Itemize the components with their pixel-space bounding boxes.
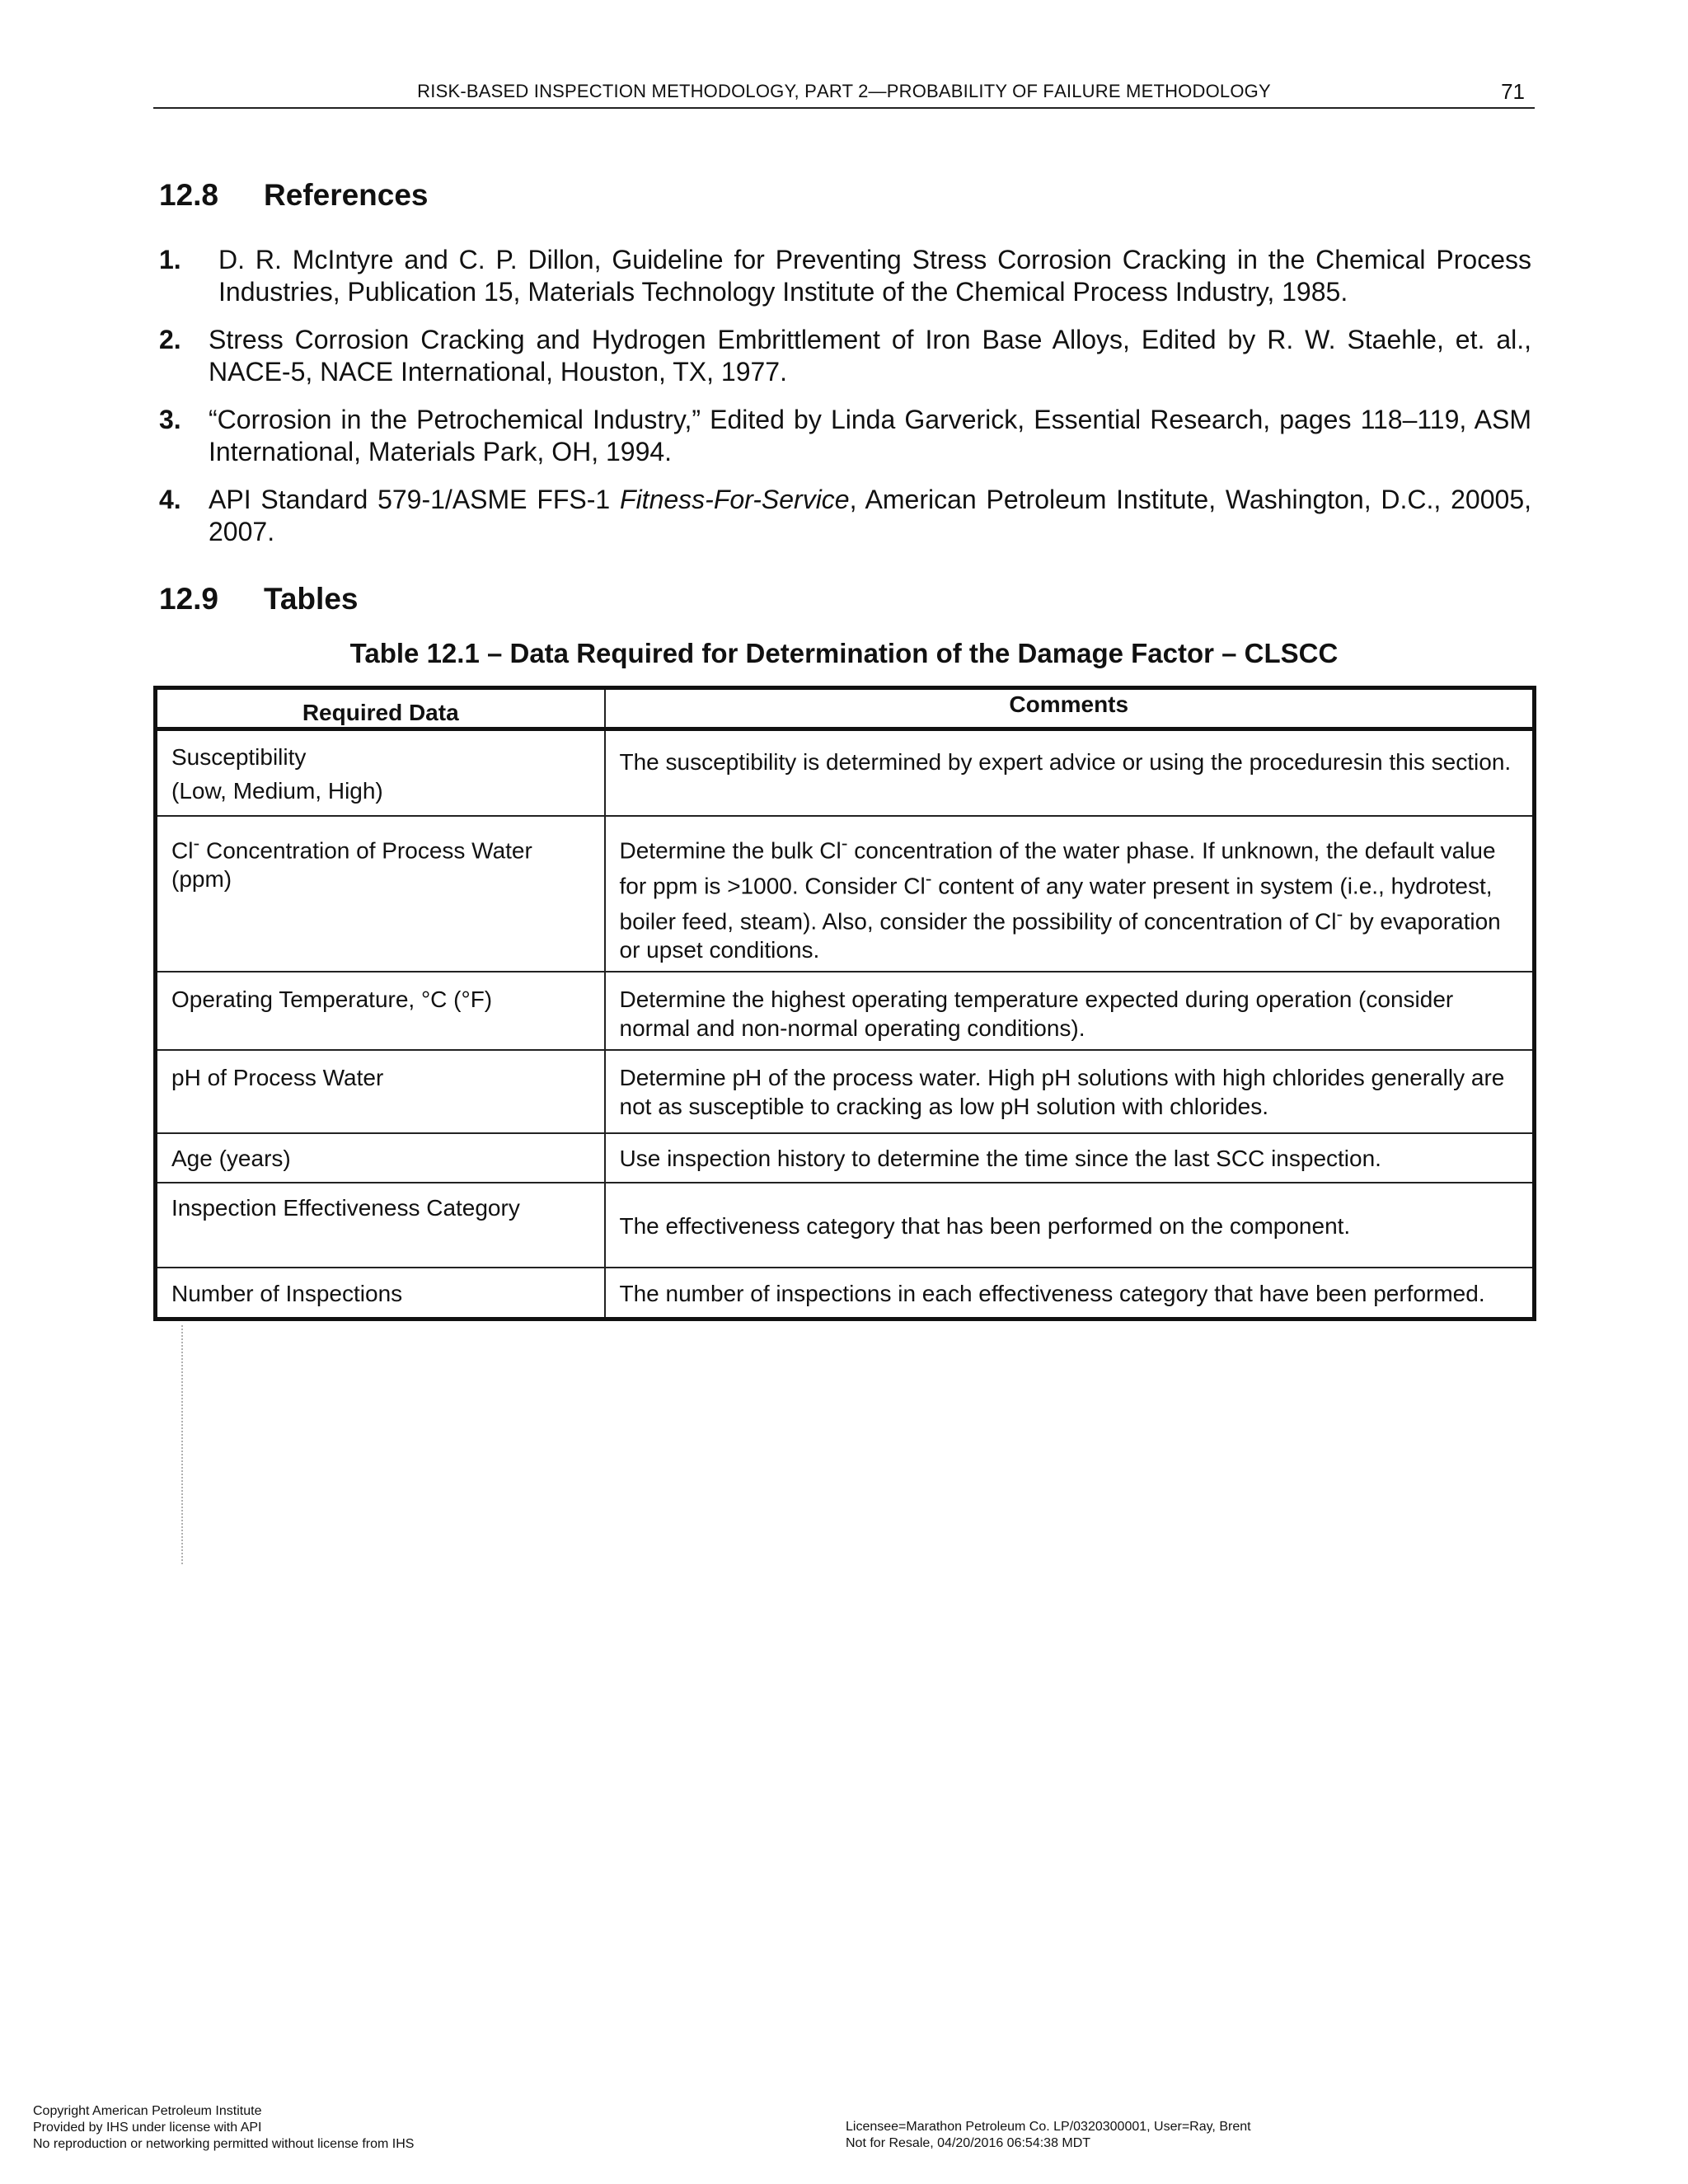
comment-cell: Determine pH of the process water. High pH solutions with high chlorides generally are not as susceptible to cracking as low pH solution with chlorides. <box>605 1050 1535 1133</box>
reference-number: 2. <box>159 325 181 354</box>
required-data-cell: Inspection Effectiveness Category <box>156 1183 605 1268</box>
header-part: METHODOLOGY, <box>651 81 805 101</box>
table-caption: Table 12.1 – Data Required for Determination of the Damage Factor – CLSCC <box>349 638 1339 668</box>
data-table <box>153 686 1536 1321</box>
table-row <box>156 1050 1535 1133</box>
column-header: Comments <box>605 688 1535 729</box>
comment-cell: The number of inspections in each effectiveness category that have been performed. <box>605 1268 1535 1319</box>
reference-number: 3. <box>159 405 181 434</box>
reference-list <box>159 244 1531 564</box>
required-data-cell: Operating Temperature, °C (°F) <box>156 972 605 1050</box>
section-number: 12.8 <box>159 178 219 212</box>
header-part: RISK- <box>417 81 467 101</box>
footer-copyright: Copyright American Petroleum Institute Provided by IHS under license with API No reproduction or networking permitted without license from IHS <box>33 2104 415 2151</box>
required-data-cell: Number of Inspections <box>156 1268 605 1319</box>
comment-cell: Determine the bulk Cl- concentration of the water phase. If unknown, the default value for ppm is >1000. Consider Cl- content of any water present in system (i.e., hydrotest, boiler feed, steam). Also, consider the possibility of concentration of Cl- by evaporation or upset conditions. <box>605 816 1535 972</box>
reference-number: 4. <box>159 485 181 514</box>
comment-cell: Determine the highest operating temperature expected during operation (consider normal and non-normal operating conditions). <box>605 972 1535 1050</box>
references-heading <box>159 178 429 213</box>
header-part: PART 2— <box>804 81 887 101</box>
reference-item <box>159 324 1531 388</box>
comment-cell: The susceptibility is determined by expert advice or using the proceduresin this section. <box>605 729 1535 816</box>
table-row <box>156 1133 1535 1183</box>
page-number: 71 <box>1501 79 1525 104</box>
table-row <box>156 729 1535 816</box>
reference-italic-title: Fitness-For-Service <box>620 485 850 514</box>
reference-item <box>159 244 1531 308</box>
column-header: Required Data <box>156 688 605 729</box>
table-row <box>156 972 1535 1050</box>
tables-heading <box>159 582 358 616</box>
comment-cell: The effectiveness category that has been performed on the component. <box>605 1183 1535 1268</box>
section-title: Tables <box>264 582 359 616</box>
footer-license: Licensee=Marathon Petroleum Co. LP/0320300001, User=Ray, Brent Not for Resale, 04/20/2016 06:54:38 MDT <box>846 2120 1251 2150</box>
reference-item <box>159 404 1531 468</box>
header-part: PROBABILITY OF <box>886 81 1043 101</box>
required-data-cell: Cl- Concentration of Process Water (ppm) <box>156 816 605 972</box>
reference-text: API Standard 579-1/ASME FFS-1 Fitness-For-Service, American Petroleum Institute, Washington, D.C., 20005, 2007. <box>209 485 1531 546</box>
header-part: BASED <box>466 81 534 101</box>
reference-text: D. R. McIntyre and C. P. Dillon, Guideline for Preventing Stress Corrosion Cracking in the Chemical Process Industries, Publication 15, Materials Technology Institute of the Chemical Process Industry, 1985. <box>218 245 1531 307</box>
table-row <box>156 1268 1535 1319</box>
comment-cell: Use inspection history to determine the time since the last SCC inspection. <box>605 1133 1535 1183</box>
reference-number: 1. <box>159 245 181 274</box>
table-header-row <box>156 688 1535 729</box>
reference-text: “Corrosion in the Petrochemical Industry,” Edited by Linda Garverick, Essential Research, pages 118–119, ASM International, Materials Park, OH, 1994. <box>209 405 1531 466</box>
required-data-cell: pH of Process Water <box>156 1050 605 1133</box>
required-data-cell: Age (years) <box>156 1133 605 1183</box>
margin-dot-artifact <box>181 1325 185 1564</box>
section-title: References <box>264 178 429 212</box>
reference-item <box>159 484 1531 548</box>
table-row <box>156 816 1535 972</box>
page-header <box>153 76 1535 109</box>
header-part: FAILURE <box>1043 81 1127 101</box>
header-part: METHODOLOGY <box>1126 81 1271 101</box>
reference-text: Stress Corrosion Cracking and Hydrogen Embrittlement of Iron Base Alloys, Edited by R. W. Staehle, et. al., NACE-5, NACE International, Houston, TX, 1977. <box>209 325 1531 387</box>
running-header-title <box>153 81 1535 102</box>
required-data-cell: Susceptibility (Low, Medium, High) <box>156 729 605 816</box>
header-part: INSPECTION <box>533 81 652 101</box>
table-row <box>156 1183 1535 1268</box>
section-number: 12.9 <box>159 582 219 616</box>
